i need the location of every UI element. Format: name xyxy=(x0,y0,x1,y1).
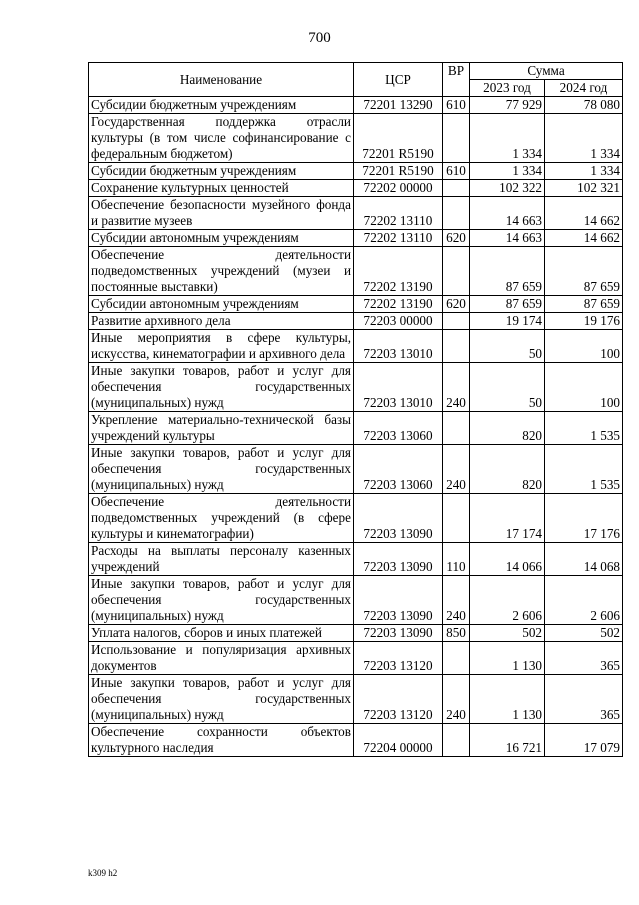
row-sum-2023: 1 334 xyxy=(470,163,545,180)
row-vr: 240 xyxy=(443,445,470,494)
row-vr xyxy=(443,494,470,543)
row-sum-2024: 2 606 xyxy=(545,576,623,625)
row-csr: 72203 13090 xyxy=(354,543,443,576)
row-name: Иные закупки товаров, работ и услуг для обеспечения государственных (муниципальных) нужд xyxy=(89,363,354,412)
header-csr: ЦСР xyxy=(354,63,443,97)
row-vr xyxy=(443,412,470,445)
row-sum-2024: 14 662 xyxy=(545,197,623,230)
row-vr: 240 xyxy=(443,675,470,724)
row-csr: 72203 13090 xyxy=(354,494,443,543)
row-vr xyxy=(443,642,470,675)
row-csr: 72204 00000 xyxy=(354,724,443,757)
row-csr: 72203 13060 xyxy=(354,412,443,445)
row-name: Обеспечение сохранности объектов культурного наследия xyxy=(89,724,354,757)
row-vr xyxy=(443,180,470,197)
row-csr: 72201 13290 xyxy=(354,97,443,114)
table-row xyxy=(89,247,623,296)
row-sum-2024: 102 321 xyxy=(545,180,623,197)
row-name: Расходы на выплаты персоналу казенных учреждений xyxy=(89,543,354,576)
table-row xyxy=(89,114,623,163)
row-sum-2024: 17 176 xyxy=(545,494,623,543)
header-year-2023: 2023 год xyxy=(470,80,545,97)
table-row xyxy=(89,625,623,642)
row-sum-2023: 1 130 xyxy=(470,642,545,675)
row-name: Иные мероприятия в сфере культуры, искусства, кинематографии и архивного дела xyxy=(89,330,354,363)
table-body xyxy=(89,97,623,757)
row-sum-2023: 50 xyxy=(470,363,545,412)
row-csr: 72202 00000 xyxy=(354,180,443,197)
row-vr xyxy=(443,330,470,363)
table-row xyxy=(89,412,623,445)
row-sum-2024: 14 068 xyxy=(545,543,623,576)
row-name: Укрепление материально-технической базы учреждений культуры xyxy=(89,412,354,445)
row-name: Субсидии автономным учреждениям xyxy=(89,230,354,247)
footer-code: k309 h2 xyxy=(88,868,118,878)
row-sum-2023: 87 659 xyxy=(470,296,545,313)
table-row xyxy=(89,180,623,197)
row-sum-2024: 1 334 xyxy=(545,114,623,163)
row-csr: 72203 13120 xyxy=(354,642,443,675)
row-csr: 72203 13090 xyxy=(354,625,443,642)
table-row xyxy=(89,642,623,675)
budget-table xyxy=(88,62,623,757)
row-name: Государственная поддержка отрасли культуры (в том числе софинансирование с федеральным бюджетом) xyxy=(89,114,354,163)
row-sum-2023: 16 721 xyxy=(470,724,545,757)
row-csr: 72202 13190 xyxy=(354,247,443,296)
table-row xyxy=(89,163,623,180)
row-vr: 240 xyxy=(443,576,470,625)
header-row-top xyxy=(89,63,623,80)
row-sum-2024: 14 662 xyxy=(545,230,623,247)
row-vr xyxy=(443,114,470,163)
row-sum-2024: 78 080 xyxy=(545,97,623,114)
table-row xyxy=(89,197,623,230)
row-sum-2024: 19 176 xyxy=(545,313,623,330)
table-row xyxy=(89,494,623,543)
row-name: Обеспечение деятельности подведомственных учреждений (в сфере культуры и кинематографии) xyxy=(89,494,354,543)
row-sum-2024: 1 334 xyxy=(545,163,623,180)
row-vr xyxy=(443,724,470,757)
row-sum-2023: 502 xyxy=(470,625,545,642)
table-row xyxy=(89,675,623,724)
table-row xyxy=(89,445,623,494)
row-sum-2024: 1 535 xyxy=(545,445,623,494)
row-sum-2023: 14 663 xyxy=(470,197,545,230)
row-csr: 72203 13120 xyxy=(354,675,443,724)
row-vr: 610 xyxy=(443,97,470,114)
table-row xyxy=(89,313,623,330)
row-name: Иные закупки товаров, работ и услуг для обеспечения государственных (муниципальных) нужд xyxy=(89,675,354,724)
table-row xyxy=(89,576,623,625)
row-name: Сохранение культурных ценностей xyxy=(89,180,354,197)
row-vr: 240 xyxy=(443,363,470,412)
row-sum-2024: 17 079 xyxy=(545,724,623,757)
row-name: Иные закупки товаров, работ и услуг для обеспечения государственных (муниципальных) нужд xyxy=(89,576,354,625)
row-sum-2023: 50 xyxy=(470,330,545,363)
table-row xyxy=(89,296,623,313)
row-sum-2024: 100 xyxy=(545,330,623,363)
row-name: Иные закупки товаров, работ и услуг для обеспечения государственных (муниципальных) нужд xyxy=(89,445,354,494)
row-csr: 72201 R5190 xyxy=(354,163,443,180)
row-sum-2024: 87 659 xyxy=(545,296,623,313)
row-sum-2023: 17 174 xyxy=(470,494,545,543)
row-sum-2024: 87 659 xyxy=(545,247,623,296)
row-sum-2023: 102 322 xyxy=(470,180,545,197)
header-name: Наименование xyxy=(89,63,354,97)
row-vr xyxy=(443,247,470,296)
table-row xyxy=(89,724,623,757)
row-sum-2023: 87 659 xyxy=(470,247,545,296)
row-name: Субсидии бюджетным учреждениям xyxy=(89,163,354,180)
table-row xyxy=(89,97,623,114)
header-vr: ВР xyxy=(443,63,470,97)
page-number: 700 xyxy=(308,30,331,46)
table-row xyxy=(89,330,623,363)
row-csr: 72202 13110 xyxy=(354,197,443,230)
row-vr xyxy=(443,197,470,230)
row-name: Развитие архивного дела xyxy=(89,313,354,330)
row-csr: 72203 13010 xyxy=(354,363,443,412)
row-sum-2023: 1 334 xyxy=(470,114,545,163)
row-csr: 72203 13090 xyxy=(354,576,443,625)
row-sum-2024: 100 xyxy=(545,363,623,412)
row-csr: 72203 13060 xyxy=(354,445,443,494)
row-sum-2023: 820 xyxy=(470,445,545,494)
row-csr: 72203 13010 xyxy=(354,330,443,363)
row-vr: 850 xyxy=(443,625,470,642)
row-sum-2023: 2 606 xyxy=(470,576,545,625)
row-vr xyxy=(443,313,470,330)
row-name: Обеспечение безопасности музейного фонда и развитие музеев xyxy=(89,197,354,230)
row-vr: 620 xyxy=(443,296,470,313)
row-sum-2024: 1 535 xyxy=(545,412,623,445)
row-vr: 620 xyxy=(443,230,470,247)
row-sum-2024: 502 xyxy=(545,625,623,642)
row-csr: 72203 00000 xyxy=(354,313,443,330)
row-sum-2023: 1 130 xyxy=(470,675,545,724)
row-vr: 110 xyxy=(443,543,470,576)
header-year-2024: 2024 год xyxy=(545,80,623,97)
table-row xyxy=(89,230,623,247)
row-sum-2024: 365 xyxy=(545,675,623,724)
row-sum-2023: 19 174 xyxy=(470,313,545,330)
table-row xyxy=(89,363,623,412)
row-sum-2024: 365 xyxy=(545,642,623,675)
row-csr: 72202 13110 xyxy=(354,230,443,247)
row-csr: 72202 13190 xyxy=(354,296,443,313)
row-vr: 610 xyxy=(443,163,470,180)
row-name: Уплата налогов, сборов и иных платежей xyxy=(89,625,354,642)
row-sum-2023: 14 066 xyxy=(470,543,545,576)
row-sum-2023: 77 929 xyxy=(470,97,545,114)
row-name: Субсидии автономным учреждениям xyxy=(89,296,354,313)
row-sum-2023: 820 xyxy=(470,412,545,445)
row-sum-2023: 14 663 xyxy=(470,230,545,247)
row-name: Использование и популяризация архивных документов xyxy=(89,642,354,675)
row-name: Субсидии бюджетным учреждениям xyxy=(89,97,354,114)
row-csr: 72201 R5190 xyxy=(354,114,443,163)
table-row xyxy=(89,543,623,576)
header-sum: Сумма xyxy=(470,63,623,80)
row-name: Обеспечение деятельности подведомственных учреждений (музеи и постоянные выставки) xyxy=(89,247,354,296)
